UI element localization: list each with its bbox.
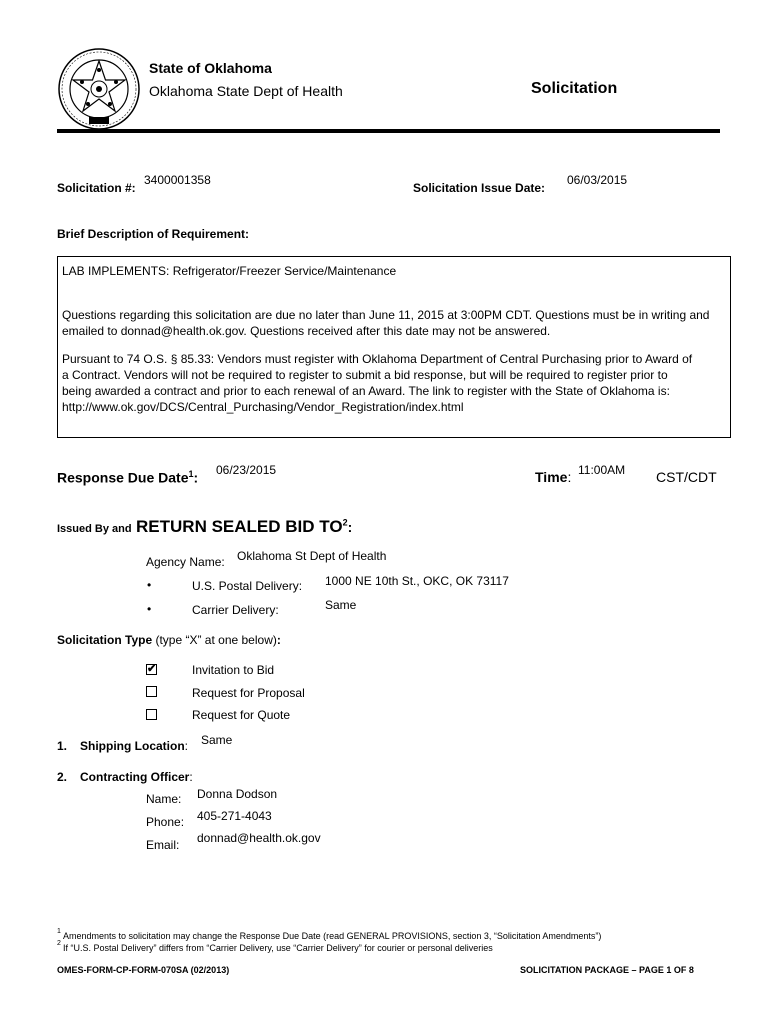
time-label-text: Time bbox=[535, 469, 568, 485]
issue-date: 06/03/2015 bbox=[567, 173, 628, 187]
shipping-colon: : bbox=[184, 739, 188, 753]
option-request-for-quote: Request for Quote bbox=[192, 708, 291, 722]
agency-name-value: Oklahoma St Dept of Health bbox=[237, 549, 387, 563]
officer-name-label: Name: bbox=[146, 792, 182, 806]
bullet: • bbox=[147, 602, 152, 616]
shipping-location-label bbox=[80, 739, 188, 753]
agency-name-label: Agency Name: bbox=[146, 555, 225, 569]
footnote-ref-1: 1 bbox=[188, 469, 194, 479]
response-due-date: 06/23/2015 bbox=[216, 463, 277, 477]
response-due-label bbox=[57, 469, 198, 486]
registration-line: being awarded a contract and prior to each renewal of an Award. The link to register with the State of Oklahoma is: bbox=[62, 384, 670, 398]
time-colon: : bbox=[567, 469, 572, 485]
form-id: OMES-FORM-CP-FORM-070SA (02/2013) bbox=[57, 965, 230, 975]
document-title: Solicitation bbox=[531, 80, 618, 97]
officer-email[interactable]: donnad@health.ok.gov bbox=[197, 831, 321, 845]
solicitation-type-text: Solicitation Type bbox=[57, 633, 153, 647]
carrier-delivery-label: Carrier Delivery: bbox=[192, 603, 279, 617]
state-name: State of Oklahoma bbox=[149, 60, 272, 76]
solicitation-number: 3400001358 bbox=[144, 173, 211, 187]
officer-name: Donna Dodson bbox=[197, 787, 278, 801]
checkbox-request-for-quote[interactable] bbox=[146, 709, 157, 720]
registration-line: a Contract. Vendors will not be required to register to submit a bid response, but will be required to register prior to bbox=[62, 368, 668, 382]
timezone: CST/CDT bbox=[656, 469, 717, 485]
solicitation-type-colon: : bbox=[276, 633, 281, 647]
registration-link[interactable]: http://www.ok.gov/DCS/Central_Purchasing/Vendor_Registration/index.html bbox=[62, 400, 464, 414]
response-due-colon: : bbox=[193, 469, 199, 486]
postal-delivery-value: 1000 NE 10th St., OKC, OK 73117 bbox=[325, 574, 509, 588]
registration-text bbox=[62, 351, 727, 415]
footnote-1: Amendments to solicitation may change the Response Due Date (read GENERAL PROVISIONS, section 3, “Solicitation Amendments”) bbox=[63, 931, 602, 941]
officer-colon: : bbox=[189, 770, 193, 784]
officer-number: 2. bbox=[57, 770, 68, 784]
response-due-text: Response Due Date bbox=[57, 469, 189, 486]
oklahoma-state-seal bbox=[58, 48, 140, 130]
registration-line: Pursuant to 74 O.S. § 85.33: Vendors must register with Oklahoma Department of Central Purchasing prior to Award of bbox=[62, 352, 693, 366]
footnote-2: If “U.S. Postal Delivery” differs from “Carrier Delivery, use “Carrier Delivery” for courier or personal deliveries bbox=[63, 943, 493, 953]
option-request-for-proposal: Request for Proposal bbox=[192, 686, 305, 700]
questions-text: Questions regarding this solicitation are due no later than June 11, 2015 at 3:00PM CDT. Questions must be in writing and emailed to donnad@health.ok.gov. Questions received after this date may not be answered. bbox=[62, 308, 710, 338]
shipping-number: 1. bbox=[57, 739, 68, 753]
description-item: LAB IMPLEMENTS: Refrigerator/Freezer Service/Maintenance bbox=[62, 264, 397, 278]
contracting-officer-label bbox=[80, 770, 193, 784]
footnote-number-2: 2 bbox=[57, 940, 61, 947]
postal-delivery-label: U.S. Postal Delivery: bbox=[192, 579, 303, 593]
return-sealed-bid-text: RETURN SEALED BID TO bbox=[136, 517, 343, 536]
shipping-location-text: Shipping Location bbox=[80, 739, 185, 753]
option-invitation-to-bid: Invitation to Bid bbox=[192, 663, 275, 677]
response-due-time: 11:00AM bbox=[578, 463, 626, 477]
solicitation-number-label: Solicitation #: bbox=[57, 181, 136, 195]
issued-by-heading bbox=[57, 517, 352, 537]
contracting-officer-text: Contracting Officer bbox=[80, 770, 190, 784]
officer-phone: 405-271-4043 bbox=[197, 809, 272, 823]
issued-by-text: Issued By and bbox=[57, 523, 132, 535]
solicitation-type-note: (type “X” at one below) bbox=[155, 633, 277, 647]
footnote-number-1: 1 bbox=[57, 928, 61, 935]
header-rule bbox=[57, 129, 720, 133]
checkbox-invitation-to-bid[interactable]: ✔ bbox=[147, 663, 157, 675]
agency-name: Oklahoma State Dept of Health bbox=[149, 83, 343, 99]
bullet: • bbox=[147, 578, 152, 592]
officer-phone-label: Phone: bbox=[146, 815, 185, 829]
solicitation-type-label bbox=[57, 633, 281, 647]
footnote-ref-2: 2 bbox=[342, 517, 348, 528]
time-label bbox=[535, 469, 571, 485]
carrier-delivery-value: Same bbox=[325, 598, 357, 612]
issue-date-label: Solicitation Issue Date: bbox=[413, 181, 546, 195]
description-label: Brief Description of Requirement: bbox=[57, 227, 250, 241]
officer-email-label: Email: bbox=[146, 838, 180, 852]
issued-colon: : bbox=[347, 519, 353, 535]
checkbox-request-for-proposal[interactable] bbox=[146, 686, 157, 697]
page-indicator: SOLICITATION PACKAGE – PAGE 1 OF 8 bbox=[520, 965, 694, 975]
shipping-location-value: Same bbox=[201, 733, 233, 747]
